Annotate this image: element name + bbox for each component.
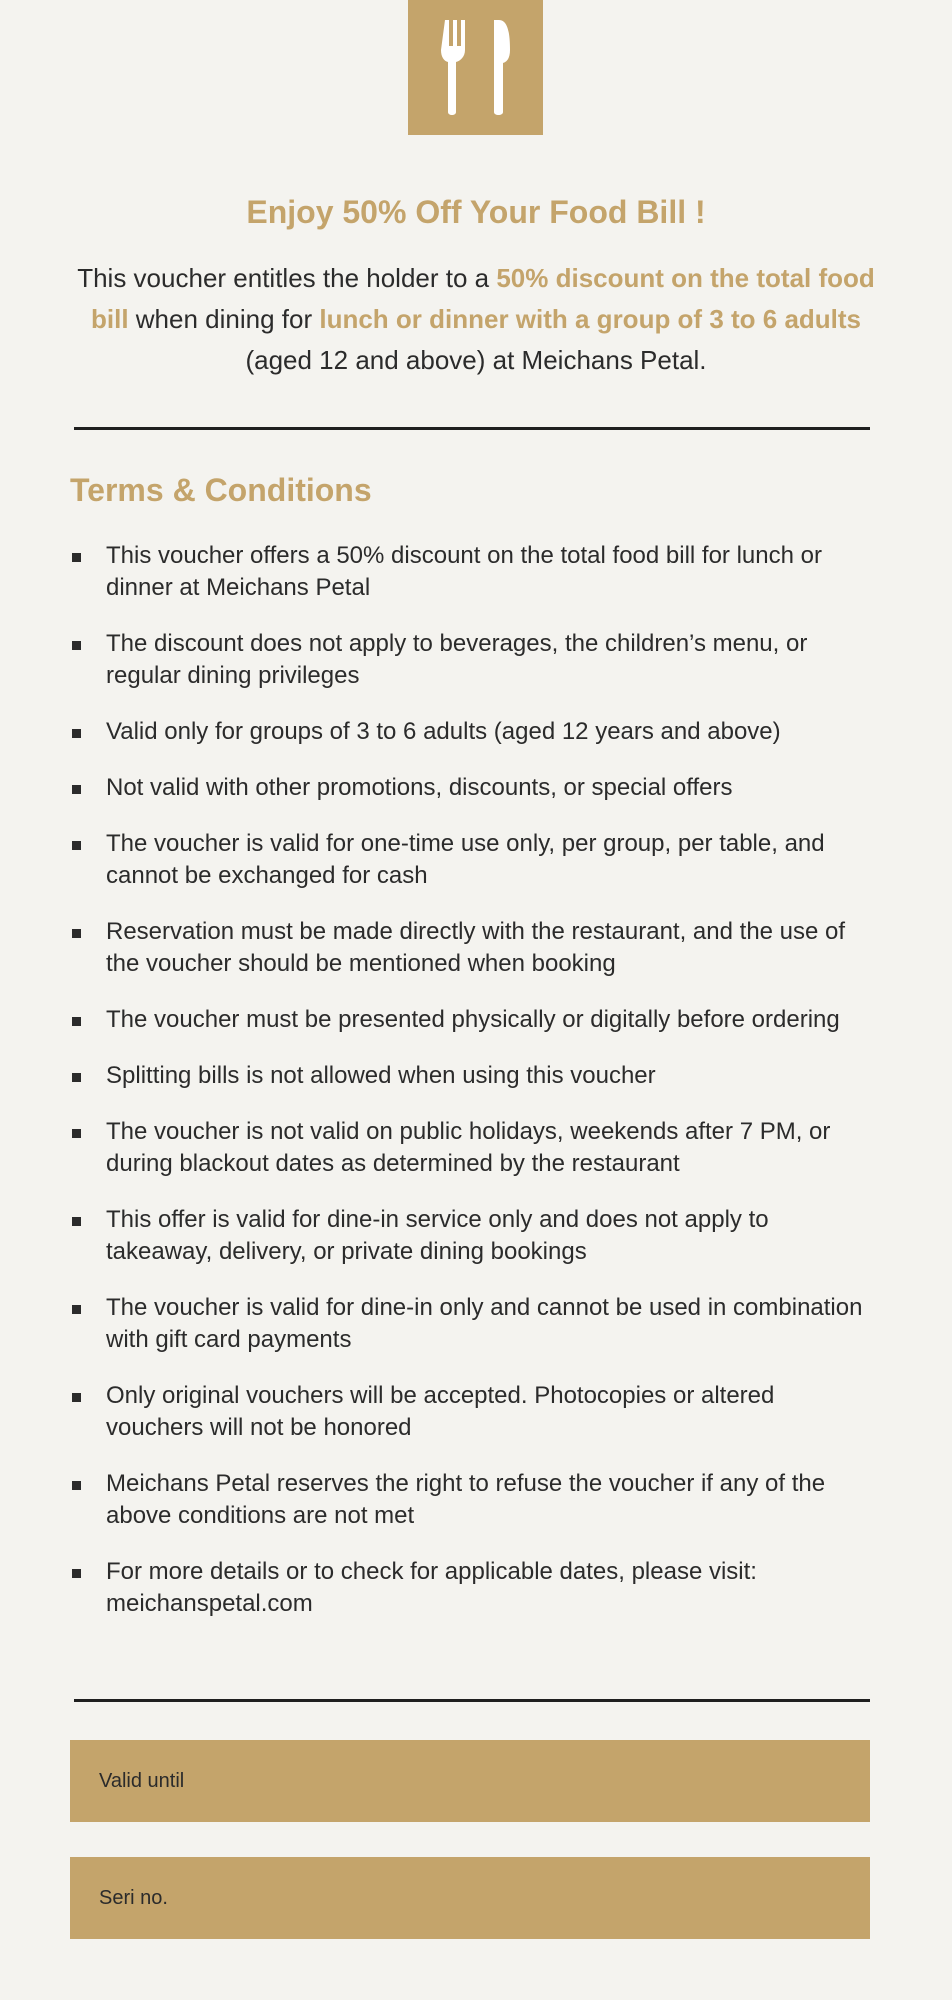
terms-item: Only original vouchers will be accepted. Photocopies or altered vouchers will not be honored	[70, 1380, 870, 1444]
intro-text: (aged 12 and above) at Meichans Petal.	[245, 345, 707, 375]
terms-item: The voucher is valid for one-time use only, per group, per table, and cannot be exchanged for cash	[70, 828, 870, 892]
terms-item: Reservation must be made directly with the restaurant, and the use of the voucher should be mentioned when booking	[70, 916, 870, 980]
terms-item: This offer is valid for dine-in service only and does not apply to takeaway, delivery, or private dining bookings	[70, 1204, 870, 1268]
voucher-description	[55, 258, 897, 381]
bottom-divider	[74, 1699, 870, 1702]
voucher-headline: Enjoy 50% Off Your Food Bill !	[246, 194, 706, 230]
fork-knife-icon	[441, 18, 511, 118]
serial-number-field	[70, 1857, 870, 1939]
terms-item: The voucher must be presented physically or digitally before ordering	[70, 1004, 870, 1036]
serial-number-label: Seri no.	[99, 1886, 168, 1909]
intro-text: when dining for	[128, 304, 320, 334]
intro-highlight-discount: 50% discount on the total food bill	[90, 263, 875, 334]
terms-item: Not valid with other promotions, discounts, or special offers	[70, 772, 870, 804]
terms-item: For more details or to check for applicable dates, please visit: meichanspetal.com	[70, 1556, 870, 1620]
terms-item: The discount does not apply to beverages, the children’s menu, or regular dining privileges	[70, 628, 870, 692]
terms-item: Valid only for groups of 3 to 6 adults (aged 12 years and above)	[70, 716, 870, 748]
terms-item: Meichans Petal reserves the right to refuse the voucher if any of the above conditions are not met	[70, 1468, 870, 1532]
terms-item: The voucher is valid for dine-in only and cannot be used in combination with gift card payments	[70, 1292, 870, 1356]
terms-list	[70, 540, 870, 1644]
terms-item: The voucher is not valid on public holidays, weekends after 7 PM, or during blackout dates as determined by the restaurant	[70, 1116, 870, 1180]
valid-until-label: Valid until	[99, 1769, 185, 1792]
top-divider	[74, 427, 870, 430]
restaurant-logo	[408, 0, 543, 135]
terms-item: This voucher offers a 50% discount on the total food bill for lunch or dinner at Meichans Petal	[70, 540, 870, 604]
intro-text: This voucher entitles the holder to a	[77, 263, 497, 293]
valid-until-field	[70, 1740, 870, 1822]
terms-item: Splitting bills is not allowed when using this voucher	[70, 1060, 870, 1092]
terms-title: Terms & Conditions	[70, 472, 372, 508]
intro-highlight-group: lunch or dinner with a group of 3 to 6 adults	[319, 304, 862, 334]
